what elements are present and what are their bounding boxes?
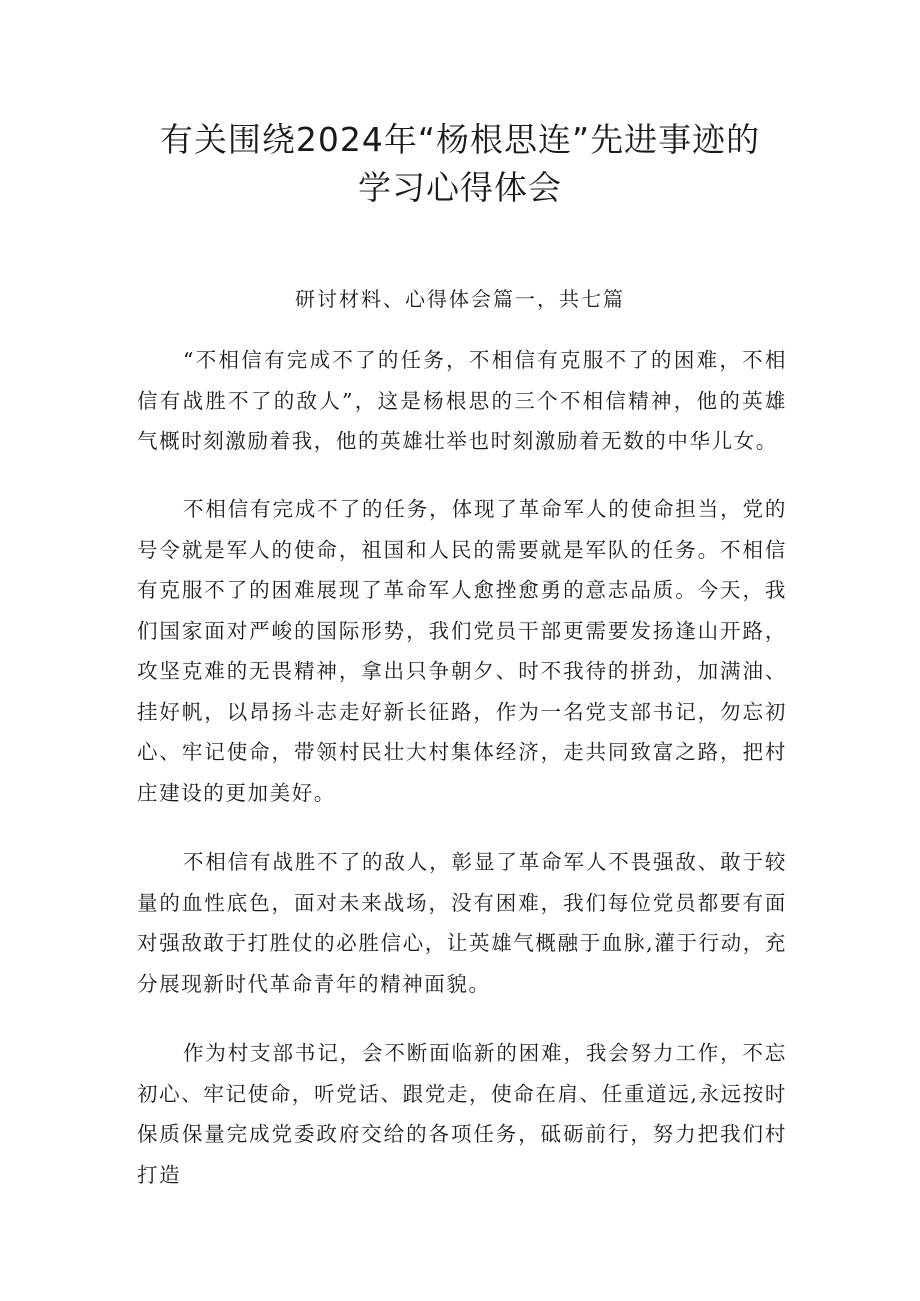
document-subtitle: 研讨材料、心得体会篇一，共七篇	[295, 287, 625, 311]
body-paragraph: 作为村支部书记，会不断面临新的困难，我会努力工作，不忘初心、牢记使命，听党话、跟党走，使命在肩、任重道远,永远按时保质保量完成党委政府交给的各项任务，砥砺前行，努力把我们村打造	[137, 1041, 787, 1187]
body-paragraph: 不相信有完成不了的任务，体现了革命军人的使命担当，党的号令就是军人的使命，祖国和人民的需要就是军队的任务。不相信有克服不了的困难展现了革命军人愈挫愈勇的意志品质。今天，我们国家面对严峻的国际形势，我们党员干部更需要发扬逢山开路，攻坚克难的无畏精神，拿出只争朝夕、时不我待的拼劲，加满油、挂好帆，以昂扬斗志走好新长征路，作为一名党支部书记，勿忘初心、牢记使命，带领村民壮大村集体经济，走共同致富之路，把村庄建设的更加美好。	[137, 497, 787, 805]
document-title-line-1: 有关围绕2024年“杨根思连”先进事迹的	[159, 120, 761, 159]
body-paragraph: “不相信有完成不了的任务，不相信有克服不了的困难，不相信有战胜不了的敌人”，这是杨根思的三个不相信精神，他的英雄气概时刻激励着我，他的英雄壮举也时刻激励着无数的中华儿女。	[137, 348, 787, 453]
body-paragraph: 不相信有战胜不了的敌人，彰显了革命军人不畏强敌、敢于较量的血性底色，面对未来战场，没有困难，我们每位党员都要有面对强敌敢于打胜仗的必胜信心，让英雄气概融于血脉,灌于行动，充分展现新时代革命青年的精神面貌。	[137, 850, 787, 996]
document-title-line-2: 学习心得体会	[358, 168, 562, 207]
